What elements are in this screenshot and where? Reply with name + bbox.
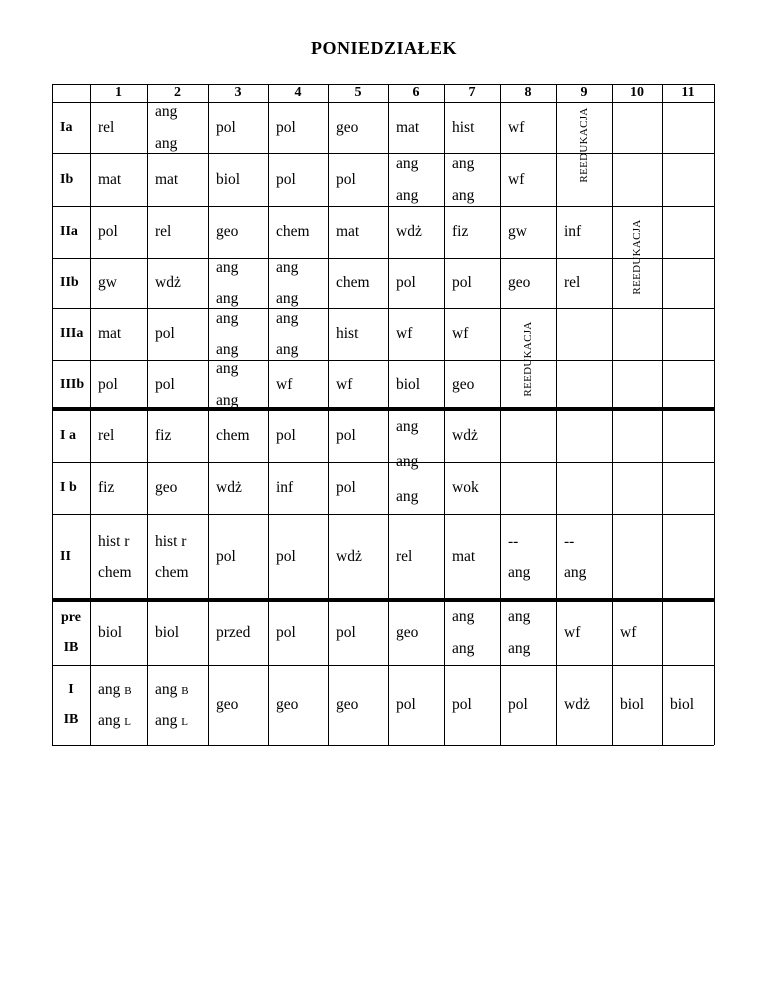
grid-line-v [268,84,269,745]
lesson-cell: pol [98,223,118,241]
lesson-cell: pol [276,623,296,641]
lesson-cell: geo [508,274,531,292]
lesson-cell: biol [216,170,241,188]
period-header: 6 [412,85,420,100]
lesson-cell: pol [155,325,175,343]
lesson-cell: pol [276,426,296,444]
page-title: PONIEDZIAŁEK [310,38,458,58]
reedukacja-label: REEDUKACJA [578,107,590,183]
lesson-cell: wdż [336,548,362,566]
lesson-cell: wf [336,375,353,393]
lesson-cell: mat [98,170,122,188]
lesson-cell: fiz [98,479,115,497]
grid-line-v [500,84,501,745]
lesson-cell: chem [276,223,310,241]
lesson-cell: pol [336,479,356,497]
lesson-cell: geo [155,479,178,497]
class-label: I IB [63,682,79,727]
lesson-cell: rel [396,548,413,566]
class-label: IIIb [60,376,85,392]
period-header: 3 [234,85,242,100]
class-label: Ia [60,119,73,135]
lesson-cell: wf [620,623,637,641]
lesson-cell: pol [336,623,356,641]
grid-line-v [662,84,663,745]
lesson-cell: rel [98,426,115,444]
lesson-cell: ang ang [216,258,239,307]
lesson-cell: ang B ang L [155,680,189,729]
lesson-cell: gw [508,223,527,241]
lesson-cell: pol [452,274,472,292]
lesson-cell: geo [216,696,239,714]
lesson-cell: ang ang [452,155,475,204]
lesson-cell: wdż [564,696,590,714]
lesson-cell: hist [452,118,475,136]
period-header: 7 [468,85,476,100]
grid-line-v [444,84,445,745]
grid-line-v [714,84,715,745]
lesson-cell: wdż [216,479,242,497]
lesson-cell: geo [396,623,419,641]
lesson-cell: wdż [452,426,478,444]
lesson-cell: przed [216,623,251,641]
class-label: I a [60,427,76,443]
lesson-cell: pol [276,170,296,188]
lesson-cell: ang B ang L [98,680,132,729]
lesson-cell: mat [396,118,420,136]
lesson-cell: mat [155,170,179,188]
lesson-cell: biol [98,623,123,641]
lesson-cell: inf [564,223,582,241]
lesson-cell: fiz [155,426,172,444]
lesson-cell: wf [396,325,413,343]
lesson-cell: pol [336,170,356,188]
lesson-cell: -- ang [508,532,531,581]
lesson-cell: ang ang [276,258,299,307]
lesson-cell: hist r chem [98,532,132,581]
period-header: 4 [294,85,302,100]
lesson-cell: geo [276,696,299,714]
lesson-cell: ang ang [508,608,531,657]
period-header: 9 [580,85,588,100]
lesson-cell: ang ang [216,360,239,409]
period-header: 2 [174,85,181,100]
lesson-cell: pol [155,375,175,393]
grid-line-v [388,84,389,745]
lesson-cell: wdż [155,274,181,292]
lesson-cell: wdż [396,223,422,241]
period-header: 8 [524,85,532,100]
lesson-cell: mat [336,223,360,241]
lesson-cell: chem [216,426,250,444]
lesson-cell: pol [396,274,416,292]
lesson-cell: rel [155,223,172,241]
reedukacja-label: REEDUKACJA [522,320,534,397]
period-header: 5 [354,85,362,100]
period-header: 10 [630,85,644,100]
lesson-cell: rel [564,274,581,292]
lesson-cell: pol [276,118,296,136]
lesson-cell: biol [620,696,645,714]
class-label: IIb [60,275,79,290]
lesson-cell: wf [508,170,525,188]
lesson-cell: pol [216,548,236,566]
lesson-cell: ang ang [155,103,178,152]
lesson-cell: ang ang [396,155,419,204]
lesson-cell: inf [276,479,294,497]
lesson-cell: chem [336,274,370,292]
lesson-cell: pol [216,118,236,136]
period-header: 1 [115,85,122,100]
grid-line-v [612,84,613,745]
grid-line-v [208,84,209,745]
grid-line-v [328,84,329,745]
lesson-cell: biol [670,696,695,714]
class-label: pre IB [61,609,81,655]
reedukacja-label: REEDUKACJA [631,219,643,295]
class-label: II [60,549,71,564]
lesson-cell: -- ang [564,532,587,581]
lesson-cell: mat [452,548,476,566]
lesson-cell: rel [98,118,115,136]
lesson-cell: hist [336,325,359,343]
period-header: 11 [681,85,695,100]
lesson-cell: biol [155,623,180,641]
lesson-cell: pol [452,696,472,714]
class-label: Ib [60,171,74,187]
lesson-cell: wf [276,375,293,393]
lesson-cell: geo [336,696,359,714]
lesson-cell: ang ang [452,608,475,657]
lesson-cell: biol [396,375,421,393]
grid-line-v [90,84,91,745]
lesson-cell: hist r chem [155,532,189,581]
lesson-cell: geo [336,118,359,136]
lesson-cell: fiz [452,223,469,241]
grid-line-h [52,745,714,746]
lesson-cell: geo [216,223,239,241]
lesson-cell: ang ang [276,309,299,358]
lesson-cell: pol [508,696,528,714]
lesson-cell: pol [396,696,416,714]
lesson-cell: pol [98,375,118,393]
lesson-cell: ang ang [216,309,239,358]
grid-line-v [147,84,148,745]
lesson-cell: gw [98,274,117,292]
lesson-cell: pol [336,426,356,444]
class-label: IIIa [60,326,84,341]
class-label: IIa [60,224,78,239]
lesson-cell: geo [452,375,475,393]
lesson-cell: wf [508,118,525,136]
lesson-cell: wf [452,325,469,343]
lesson-cell: wf [564,623,581,641]
lesson-cell: ang ang ang [396,417,419,505]
grid-line-v [556,84,557,745]
lesson-cell: mat [98,325,122,343]
lesson-cell: pol [276,548,296,566]
class-label: I b [60,480,77,495]
lesson-cell: wok [452,479,479,497]
